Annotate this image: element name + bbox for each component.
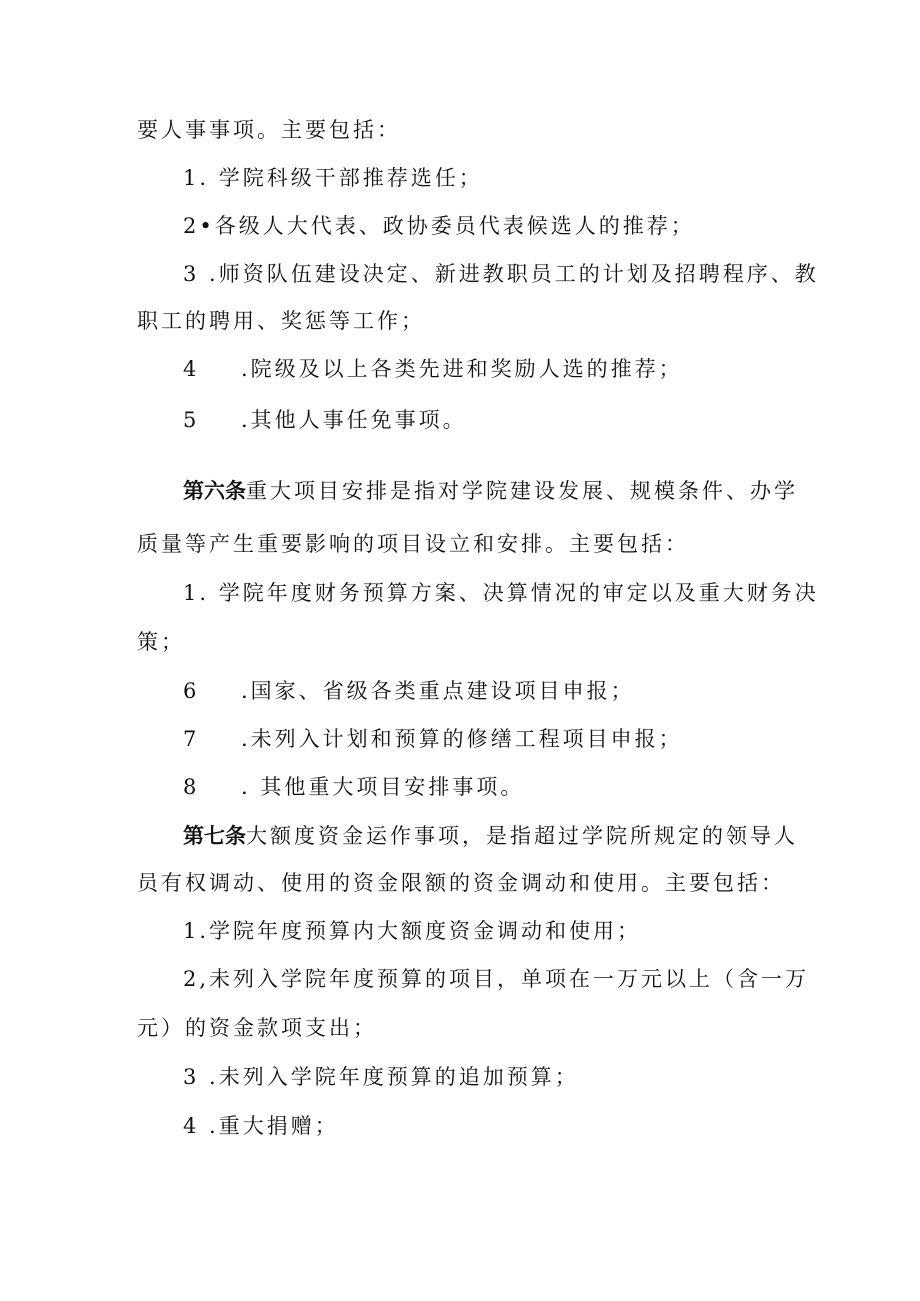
list-number: 8 — [183, 775, 197, 799]
article-heading — [183, 476, 798, 506]
list-item — [183, 724, 683, 754]
text-line: 策； — [137, 630, 185, 654]
list-text: . 其他重大项目安排事项。 — [241, 775, 525, 799]
list-text: .其他人事任免事项。 — [241, 408, 467, 432]
list-item — [183, 405, 467, 435]
article-label: 第七条 — [183, 823, 246, 848]
list-item: 2•各级人大代表、政协委员代表候选人的推荐； — [183, 214, 695, 238]
article-label: 第六条 — [183, 478, 246, 503]
list-item: 3 .师资队伍建设决定、新进教职员工的计划及招聘程序、教 — [183, 262, 819, 286]
list-item: 1. 学院年度财务预算方案、决算情况的审定以及重大财务决 — [183, 581, 819, 605]
list-text: .国家、省级各类重点建设项目申报； — [241, 679, 635, 703]
article-text: 大额度资金运作事项，是指超过学院所规定的领导人 — [246, 824, 798, 848]
list-item — [183, 354, 683, 384]
list-number: 4 — [183, 357, 197, 381]
list-text: .院级及以上各类先进和奖励人选的推荐； — [241, 357, 683, 381]
list-number: 7 — [183, 727, 197, 751]
text-line: 员有权调动、使用的资金限额的资金调动和使用。主要包括： — [137, 871, 785, 895]
article-text: 重大项目安排是指对学院建设发展、规模条件、办学 — [246, 479, 798, 503]
list-number: 6 — [183, 679, 197, 703]
list-item: 1.学院年度预算内大额度资金调动和使用； — [183, 919, 642, 943]
text-line: 要人事事项。主要包括： — [137, 118, 401, 142]
list-item: 1. 学院科级干部推荐选任； — [183, 166, 483, 190]
text-line: 元）的资金款项支出； — [137, 1016, 377, 1040]
article-heading — [183, 821, 798, 851]
list-item: 3 .未列入学院年度预算的追加预算； — [183, 1065, 579, 1089]
list-item — [183, 676, 635, 706]
list-item: 4 .重大捐赠； — [183, 1114, 339, 1138]
text-line: 质量等产生重要影响的项目设立和安排。主要包括： — [137, 532, 689, 556]
text-line: 职工的聘用、奖惩等工作； — [137, 309, 425, 333]
list-text: .未列入计划和预算的修缮工程项目申报； — [241, 727, 683, 751]
list-item: 2,未列入学院年度预算的项目，单项在一万元以上（含一万 — [183, 967, 810, 991]
list-item — [183, 772, 524, 802]
list-number: 5 — [183, 408, 197, 432]
